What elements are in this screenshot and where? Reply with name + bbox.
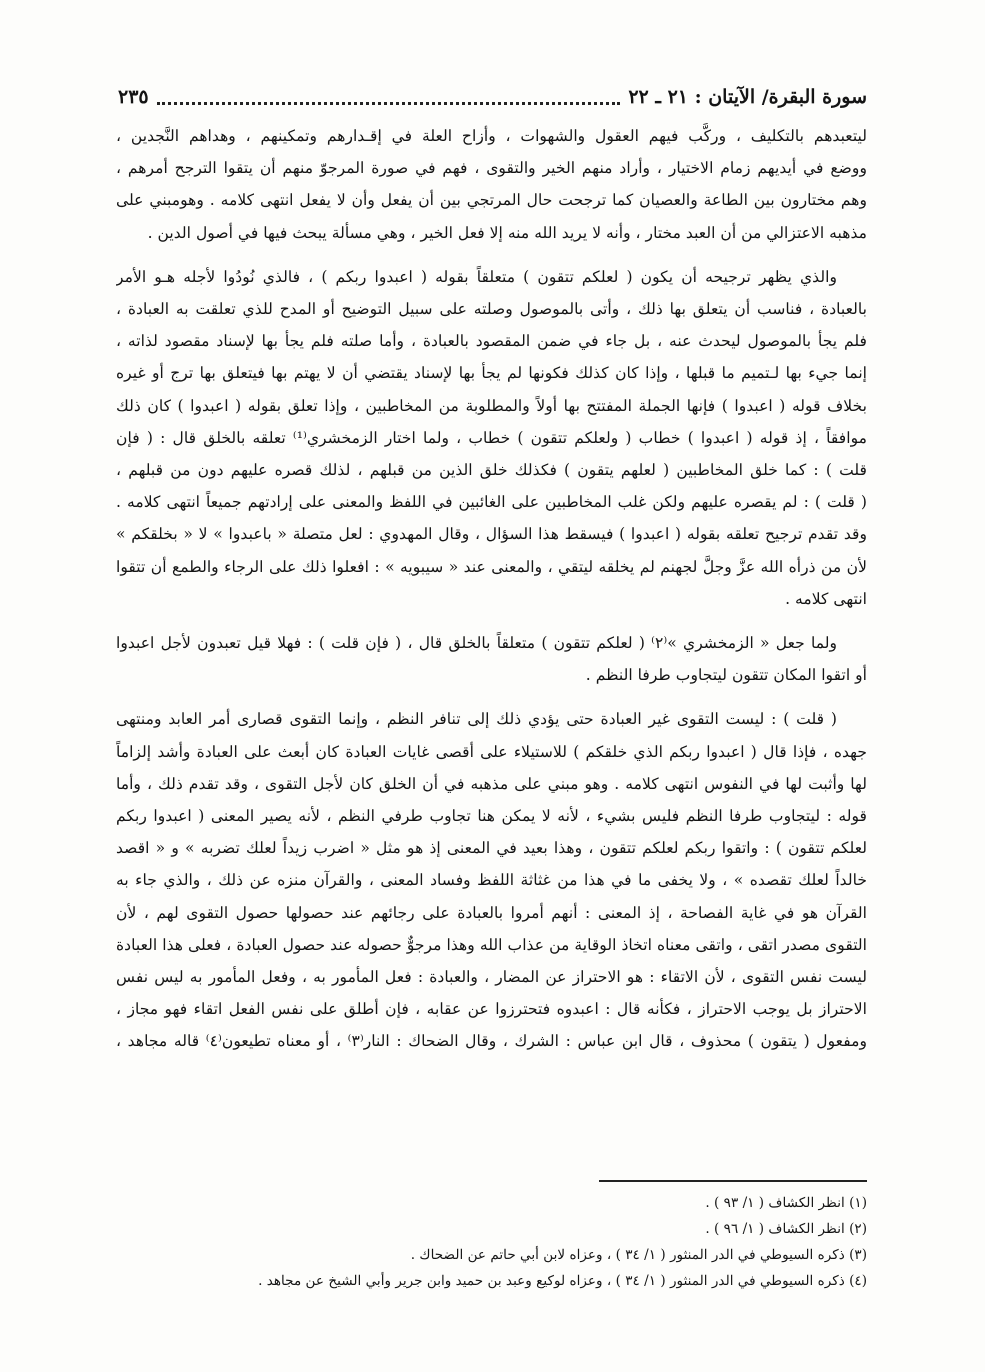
- main-text: [116, 120, 867, 1058]
- text-line: ( قلت ) : ليست التقوى غير العبادة حتى يؤدي ذلك إلى تنافر النظم ، وإنما التقوى قصارى أمر العابد ومنتهى: [116, 710, 837, 729]
- text-line: لأن من ذرأه الله عزَّ وجلَّ لجهنم لم يخلقه ليتقي ، والمعنى عند « سيبويه » : افعلوا ذلك على الرجاء والطمع أن تتقوا: [116, 557, 867, 576]
- text-line: لعلكم تتقون ) : واتقوا ربكم لعلكم تتقون ، وهذا بعيد في المعنى إذ هو مثل « اضرب زيداً لعلك تضربه » و « اقصد: [116, 839, 867, 858]
- footnotes: [118, 1190, 867, 1294]
- text-line: خالداً لعلك تقصده » ، ولا يخفى ما في هذا من غثاثة اللفظ وفساد المعنى ، والقرآن منزه عن ذلك ، والذي جاء به: [116, 871, 867, 890]
- paragraph: [116, 703, 867, 1057]
- text-line: ولما جعل « الزمخشري »⁽٢⁾ ( لعلكم تتقون ) متعلقاً بالخلق قال ، ( فإن قلت ) : فهلا قيل تعبدون لأجل اعبدوا: [116, 634, 837, 653]
- paragraph: [116, 627, 867, 691]
- text-line: قوله : ليتجاوب طرفا النظم فليس بشيء ، لأنه لا يمكن هنا تجاوب طرفي النظم ، لأنه يصير المعنى ( اعبدوا ربكم: [116, 807, 867, 826]
- text-line: القرآن هو في غاية الفصاحة ، إذ المعنى : أنهم أمروا بالعبادة على رجائهم عند حصولها حصول التقوى لهم ، لأن: [116, 903, 867, 922]
- footnote-2: (٢) انظر الكشاف ( ١/ ٩٦ ) .: [705, 1221, 867, 1237]
- text-line: بالعبادة ، فناسب أن يتعلق بها ذلك ، وأتى بالموصول وصلته على سبيل التوضيح أو المدح للذي تعلقت به العبادة ،: [116, 300, 867, 319]
- text-line: انتهى كلامه .: [785, 589, 867, 608]
- text-line: الاحتراز بل يوجب الاحتراز ، فكأنه قال : اعبدوه فتحترزوا عن عقابه ، فإن أطلق على نفس الفعل اتقاء فهو مجاز ،: [116, 1000, 867, 1019]
- footnote-1: (١) انظر الكشاف ( ١/ ٩٣ ) .: [705, 1195, 867, 1211]
- text-line: وقد تقدم ترجيح تعلقه بقوله ( اعبدوا ) فيسقط هذا السؤال ، وقال المهدوي : لعل متصلة « باعبدوا » لا « بخلقكم »: [116, 525, 867, 544]
- page-number: ٢٣٥: [118, 86, 149, 108]
- text-line: قلت ) : كما خلق المخاطبين ( لعلهم يتقون ) فكذلك خلق الذين من قبلهم ، لذلك قصره عليهم دون من قبلهم ،: [116, 461, 867, 480]
- text-line: فلم يجأ بالموصول ليحدث عنه ، بل جاء في ضمن المقصود بالعبادة ، وأما صلته فلم يجأ بها لإسناد مقصود لذاته ،: [116, 332, 867, 351]
- text-line: وهم مختارون بين الطاعة والعصيان كما ترجحت حال المرتجي بين أن يفعل وأن لا يفعل انتهى كلامه . وهومبني على: [116, 191, 867, 210]
- text-line: ووضع في أيديهم زمام الاختيار ، وأراد منهم الخير والتقوى ، فهم في صورة المرجوّ منهم أن يتقوا الترجح أمرهم ،: [116, 159, 867, 178]
- paragraph: [116, 261, 867, 615]
- text-line: إنما جيء بها لـتميم ما قبلها ، وإذا كان كذلك فكونها لم يجأ بها لإسناد يقتضي أن لا يهتم بها فيتعلق بها ترج أو غيره: [116, 364, 867, 383]
- text-line: التقوى مصدر اتقى ، واتقى معناه اتخاذ الوقاية من عذاب الله وهذا مرجوٌّ حصوله عند حصول العبادة ، فعلى هذا العبادة: [116, 935, 867, 954]
- text-line: والذي يظهر ترجيحه أن يكون ( لعلكم تتقون ) متعلقاً بقوله ( اعبدوا ربكم ) ، فالذي نُودُوا لأجله هـو الأمر: [116, 267, 837, 286]
- text-line: أو اتقوا المكان تتقون ليتجاوب طرفا النظم .: [585, 666, 867, 685]
- running-header: [118, 80, 867, 114]
- text-line: ليتعبدهم بالتكليف ، وركَّب فيهم العقول والشهوات ، وأزاح العلة في إقـدارهم وتمكينهم ، وهداهم النَّجدين ،: [116, 127, 867, 145]
- paragraph: [116, 120, 867, 249]
- header-dot-leader: [157, 100, 621, 105]
- text-line: بخلاف قوله ( اعبدوا ) فإنها الجملة المفتتح بها أولاً والمطلوبة من المخاطبين ، وإذا تعلق بقوله ( اعبدوا ) كان ذلك: [116, 396, 867, 415]
- footnote-separator: [599, 1180, 867, 1182]
- text-line: مذهبه الاعتزالي من أن العبد مختار ، وأنه لا يريد الله منه إلا فعل الخير ، وهي مسألة يبحث فيها في أصول الدين .: [147, 223, 867, 242]
- text-line: ومفعول ( يتقون ) محذوف ، قال ابن عباس : الشرك ، وقال الضحاك : النار⁽٣⁾ ، أو معناه تطيعون⁽٤⁾ قاله مجاهد ،: [116, 1032, 867, 1051]
- text-line: ليست نفس التقوى ، لأن الاتقاء : هو الاحتراز عن المضار ، والعبادة : فعل المأمور به ، وفعل المأمور به ليس نفس: [116, 968, 867, 987]
- footnote-3: (٣) ذكره السيوطي في الدر المنثور ( ١/ ٣٤ ) ، وعزاه لابن أبي حاتم عن الضحاك .: [410, 1247, 867, 1263]
- chapter-title: سورة البقرة/ الآيتان : ٢١ ـ ٢٢: [628, 86, 867, 108]
- footnote-4: (٤) ذكره السيوطي في الدر المنثور ( ١/ ٣٤ ) ، وعزاه لوكيع وعبد بن حميد وابن جرير وأبي الشيخ عن مجاهد .: [258, 1273, 867, 1289]
- text-line: موافقاً ، إذ قوله ( اعبدوا ) خطاب ( ولعلكم تتقون ) خطاب ، ولما اختار الزمخشري⁽¹⁾ تعلقه بالخلق قال : ( فإن: [116, 428, 867, 447]
- text-line: ( قلت ) : لم يقصره عليهم ولكن غلب المخاطبين على الغائبين في اللفظ والمعنى على إرادتهم جميعاً انتهى كلامه .: [116, 493, 867, 512]
- text-line: جهده ، فإذا قال ( اعبدوا ربكم الذي خلقكم ) للاستيلاء على أقصى غايات العبادة كان أبعث على العبادة وأشد إلزاماً: [116, 742, 867, 761]
- text-line: لها وأثبت لها في النفوس انتهى كلامه . وهو مبني على مذهبه في أن الخلق كان لأجل التقوى ، وقد تقدم ذلك ، وأما: [116, 774, 867, 793]
